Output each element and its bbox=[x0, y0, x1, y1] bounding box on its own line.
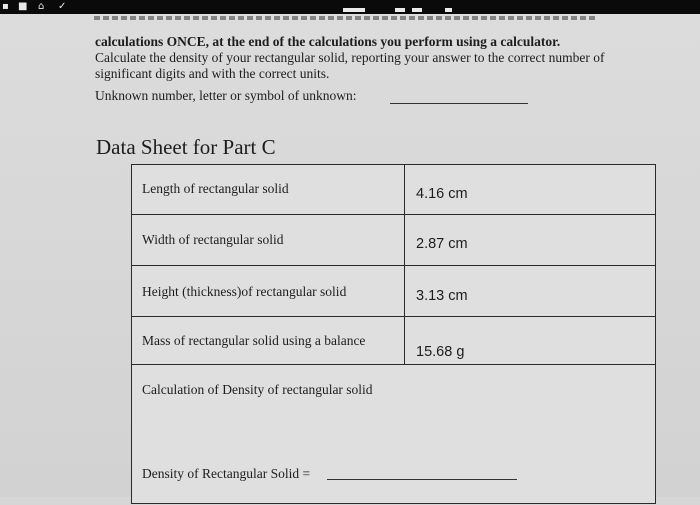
table-row bbox=[132, 317, 655, 365]
top-toolbar bbox=[0, 0, 700, 14]
row-value-length: 4.16 cm bbox=[416, 186, 468, 202]
row-label-length: Length of rectangular solid bbox=[142, 181, 289, 196]
row-label-height: Height (thickness)of rectangular solid bbox=[142, 284, 347, 299]
column-divider bbox=[404, 165, 405, 214]
instruction-line-3: significant digits and with the correct units. bbox=[95, 66, 330, 81]
column-divider bbox=[404, 215, 405, 265]
density-answer-blank[interactable] bbox=[327, 479, 517, 480]
instruction-line-2: Calculate the density of your rectangular solid, reporting your answer to the correct number of bbox=[95, 50, 605, 65]
worksheet-page bbox=[0, 14, 700, 497]
row-value-width: 2.87 cm bbox=[416, 236, 468, 252]
tag-icon[interactable]: ⌂ bbox=[38, 1, 45, 12]
cut-off-text-block bbox=[412, 8, 422, 12]
unknown-answer-blank[interactable] bbox=[390, 103, 528, 104]
row-label-width: Width of rectangular solid bbox=[142, 232, 284, 247]
table-row bbox=[132, 165, 655, 215]
data-table bbox=[131, 164, 656, 504]
density-label: Density of Rectangular Solid = bbox=[142, 466, 311, 481]
table-row bbox=[132, 266, 655, 317]
row-value-mass: 15.68 g bbox=[416, 344, 465, 360]
dot-icon[interactable]: ▪ bbox=[2, 1, 9, 12]
column-divider bbox=[404, 317, 405, 364]
unknown-label: Unknown number, letter or symbol of unknown: bbox=[95, 88, 357, 103]
cut-off-text-line bbox=[94, 16, 596, 20]
column-divider bbox=[404, 266, 405, 316]
cut-off-text-block bbox=[445, 8, 452, 12]
table-row bbox=[132, 215, 655, 266]
square-icon[interactable]: ■ bbox=[18, 1, 28, 12]
row-value-height: 3.13 cm bbox=[416, 288, 468, 304]
calculation-label: Calculation of Density of rectangular solid bbox=[142, 382, 373, 397]
cut-off-text-block bbox=[343, 8, 365, 12]
check-icon[interactable]: ✓ bbox=[58, 1, 67, 12]
section-title: Data Sheet for Part C bbox=[96, 135, 276, 159]
cut-off-text-block bbox=[395, 8, 405, 12]
instruction-line-1: calculations ONCE, at the end of the calculations you perform using a calculator. bbox=[95, 34, 561, 49]
row-label-mass: Mass of rectangular solid using a balance bbox=[142, 333, 366, 348]
calculation-row bbox=[132, 365, 655, 505]
